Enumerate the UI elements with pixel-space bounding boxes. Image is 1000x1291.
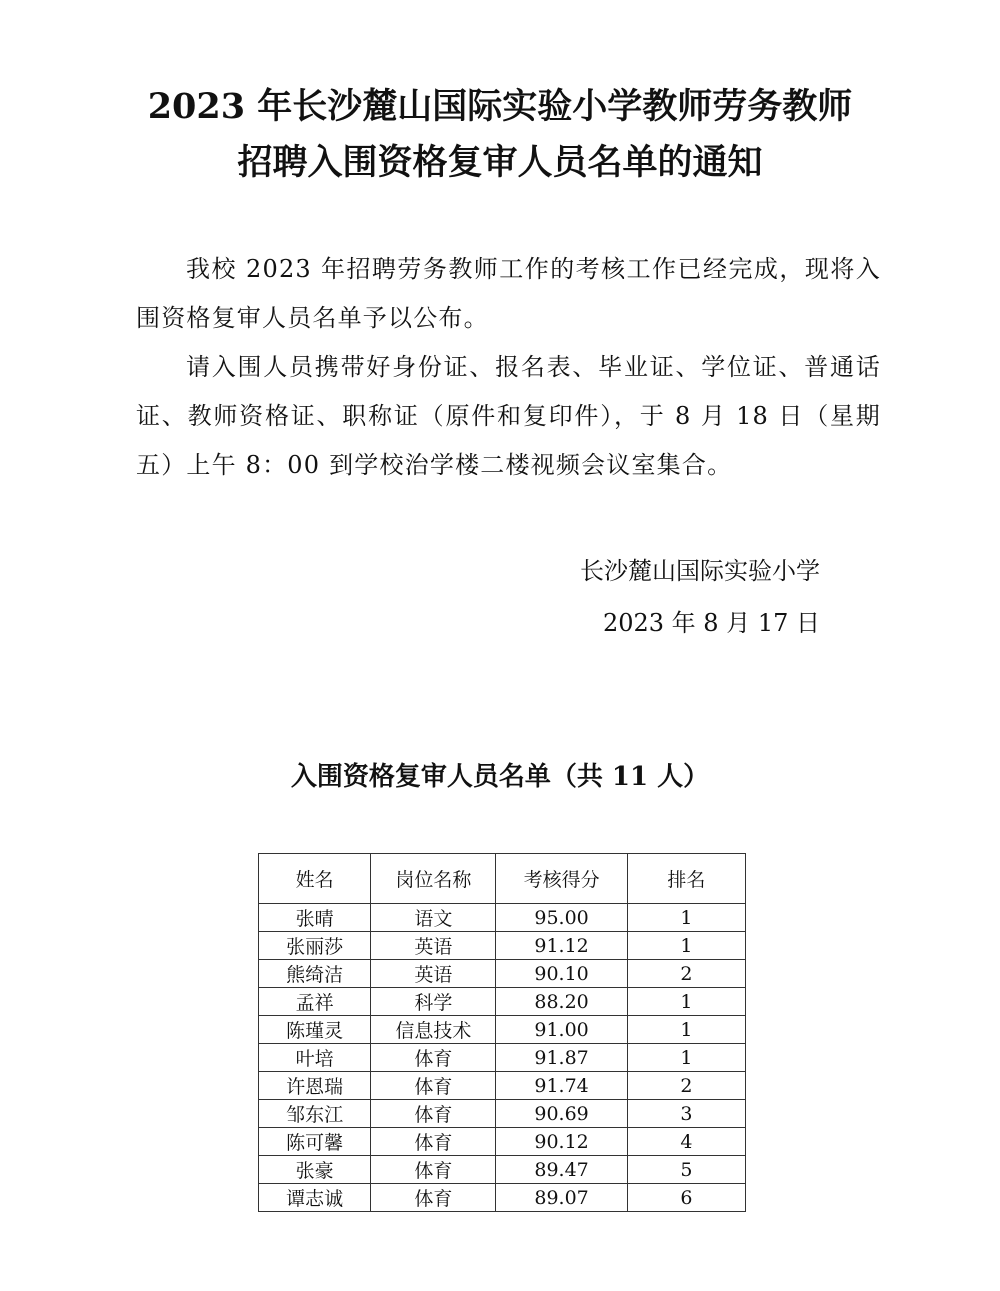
cell-position: 体育 — [371, 1128, 496, 1156]
cell-score: 90.10 — [496, 960, 627, 988]
cell-name: 邹东江 — [259, 1100, 371, 1128]
cell-rank: 1 — [627, 988, 745, 1016]
cell-rank: 5 — [627, 1156, 745, 1184]
roster-table — [258, 853, 746, 1212]
cell-rank: 4 — [627, 1128, 745, 1156]
cell-name: 张丽莎 — [259, 932, 371, 960]
cell-score: 91.74 — [496, 1072, 627, 1100]
table-title: 入围资格复审人员名单（共 11 人） — [290, 762, 710, 792]
cell-name: 张豪 — [259, 1156, 371, 1184]
body-paragraph-2: 请入围人员携带好身份证、报名表、毕业证、学位证、普通话证、教师资格证、职称证（原件和复印件），于 8 月 18 日（星期五）上午 8：00 到学校治学楼二楼视频会议室集合。 — [136, 353, 881, 479]
cell-position: 语文 — [371, 904, 496, 932]
cell-score: 95.00 — [496, 904, 627, 932]
header-score: 考核得分 — [496, 854, 627, 904]
cell-rank: 3 — [627, 1100, 745, 1128]
header-rank: 排名 — [627, 854, 745, 904]
cell-rank: 1 — [627, 904, 745, 932]
roster-table-body — [259, 904, 746, 1212]
cell-rank: 6 — [627, 1184, 745, 1212]
cell-rank: 1 — [627, 932, 745, 960]
cell-position: 英语 — [371, 960, 496, 988]
cell-name: 孟祥 — [259, 988, 371, 1016]
cell-position: 体育 — [371, 1156, 496, 1184]
table-row — [259, 1128, 746, 1156]
cell-position: 体育 — [371, 1100, 496, 1128]
cell-name: 许恩瑞 — [259, 1072, 371, 1100]
table-row — [259, 1016, 746, 1044]
cell-rank: 1 — [627, 1044, 745, 1072]
table-row — [259, 904, 746, 932]
header-name: 姓名 — [259, 854, 371, 904]
notice-title-line-2: 招聘入围资格复审人员名单的通知 — [237, 142, 763, 183]
table-row — [259, 1184, 746, 1212]
table-row — [259, 932, 746, 960]
cell-position: 信息技术 — [371, 1016, 496, 1044]
cell-score: 90.69 — [496, 1100, 627, 1128]
table-row — [259, 1100, 746, 1128]
cell-score: 90.12 — [496, 1128, 627, 1156]
table-row — [259, 1156, 746, 1184]
table-row — [259, 1072, 746, 1100]
cell-name: 陈可馨 — [259, 1128, 371, 1156]
table-header-row — [259, 854, 746, 904]
cell-score: 91.12 — [496, 932, 627, 960]
cell-score: 91.87 — [496, 1044, 627, 1072]
table-row — [259, 1044, 746, 1072]
cell-rank: 2 — [627, 1072, 745, 1100]
cell-position: 体育 — [371, 1072, 496, 1100]
cell-score: 89.47 — [496, 1156, 627, 1184]
cell-position: 体育 — [371, 1184, 496, 1212]
signature-school: 长沙麓山国际实验小学 — [580, 557, 820, 585]
cell-position: 科学 — [371, 988, 496, 1016]
body-paragraph-1: 我校 2023 年招聘劳务教师工作的考核工作已经完成，现将入围资格复审人员名单予以公布。 — [136, 255, 881, 332]
cell-rank: 2 — [627, 960, 745, 988]
table-row — [259, 960, 746, 988]
signature-date: 2023 年 8 月 17 日 — [602, 609, 820, 637]
cell-score: 88.20 — [496, 988, 627, 1016]
cell-name: 陈瑾灵 — [259, 1016, 371, 1044]
table-row — [259, 988, 746, 1016]
cell-rank: 1 — [627, 1016, 745, 1044]
cell-name: 谭志诚 — [259, 1184, 371, 1212]
cell-score: 91.00 — [496, 1016, 627, 1044]
cell-position: 英语 — [371, 932, 496, 960]
notice-title-line-1: 2023 年长沙麓山国际实验小学教师劳务教师 — [147, 86, 853, 127]
cell-position: 体育 — [371, 1044, 496, 1072]
cell-name: 叶培 — [259, 1044, 371, 1072]
cell-name: 熊绮洁 — [259, 960, 371, 988]
cell-name: 张晴 — [259, 904, 371, 932]
cell-score: 89.07 — [496, 1184, 627, 1212]
header-position: 岗位名称 — [371, 854, 496, 904]
